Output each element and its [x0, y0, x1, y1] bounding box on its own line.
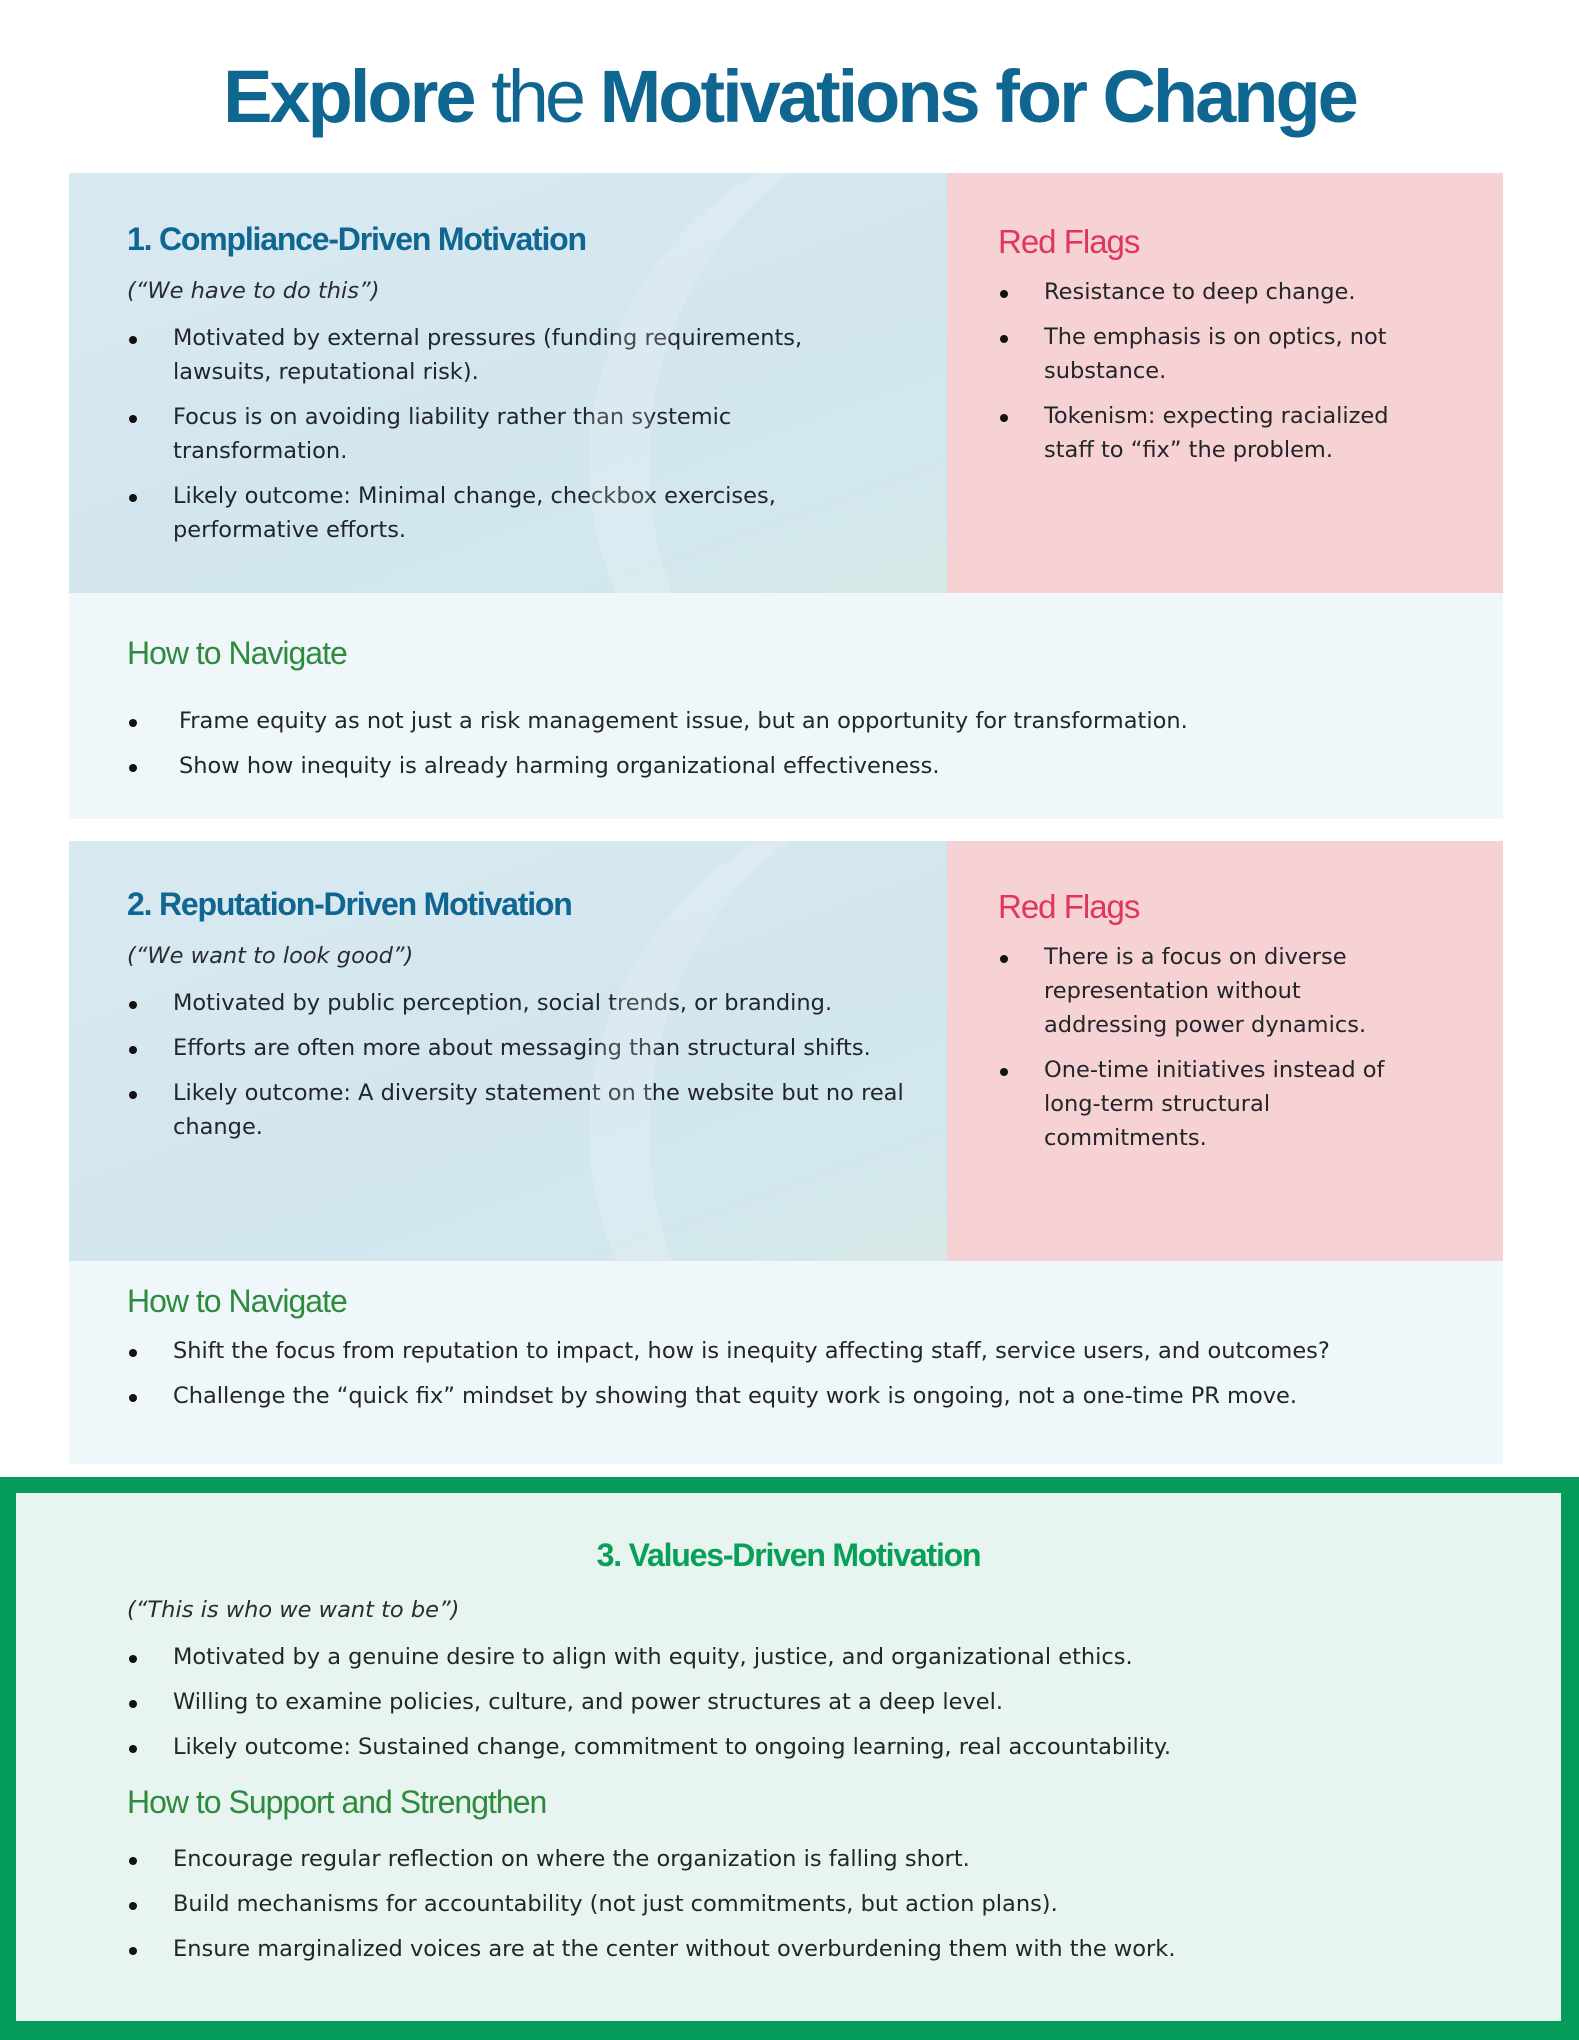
values-points-list: [127, 1640, 1507, 1775]
reputation-red-flags-panel: [947, 841, 1503, 1261]
list-item: Willing to examine policies, culture, and power structures at a deep level.: [127, 1685, 1507, 1719]
list-item: There is a focus on diverse representation without addressing power dynamics.: [998, 940, 1428, 1042]
list-item: Frame equity as not just a risk management issue, but an opportunity for transformation.: [127, 704, 1467, 738]
list-item: Shift the focus from reputation to impact, how is inequity affecting staff, service users, and outcomes?: [127, 1334, 1497, 1368]
compliance-navigate-list: [127, 704, 1467, 794]
navigate-heading: How to Navigate: [127, 635, 347, 671]
compliance-section: [69, 173, 1503, 819]
list-item: One-time initiatives instead of long-term structural commitments.: [998, 1053, 1428, 1155]
list-item: Likely outcome: Sustained change, commitment to ongoing learning, real accountability.: [127, 1730, 1507, 1764]
values-panel: [16, 1493, 1561, 2021]
list-item: Build mechanisms for accountability (not just commitments, but action plans).: [127, 1887, 1507, 1921]
reputation-motivation-panel: [69, 841, 947, 1261]
reputation-red-flags-list: [998, 940, 1428, 1166]
reputation-points-list: [127, 986, 907, 1155]
list-item: Motivated by external pressures (funding requirements, lawsuits, reputational risk).: [127, 321, 907, 389]
red-flags-heading: Red Flags: [998, 223, 1140, 260]
list-item: Likely outcome: A diversity statement on the website but no real change.: [127, 1076, 907, 1144]
list-item: Motivated by a genuine desire to align with equity, justice, and organizational ethics.: [127, 1640, 1507, 1674]
compliance-navigate-panel: [69, 593, 1503, 819]
list-item: Efforts are often more about messaging than structural shifts.: [127, 1031, 907, 1065]
title-part-explore: Explore: [223, 55, 474, 138]
reputation-navigate-list: [127, 1334, 1497, 1424]
values-heading: 3. Values-Driven Motivation: [596, 1537, 981, 1573]
list-item: Challenge the “quick fix” mindset by showing that equity work is ongoing, not a one-time PR move.: [127, 1379, 1497, 1413]
list-item: Ensure marginalized voices are at the center without overburdening them with the work.: [127, 1932, 1507, 1966]
support-list: [127, 1842, 1507, 1977]
list-item: Resistance to deep change.: [998, 275, 1438, 309]
values-subtitle: (“This is who we want to be”): [127, 1597, 460, 1623]
title-part-the: the: [491, 55, 583, 138]
compliance-subtitle: (“We have to do this”): [127, 278, 380, 304]
list-item: Encourage regular reflection on where the organization is falling short.: [127, 1842, 1507, 1876]
list-item: Motivated by public perception, social trends, or branding.: [127, 986, 907, 1020]
reputation-subtitle: (“We want to look good”): [127, 943, 414, 969]
list-item: Tokenism: expecting racialized staff to “fix” the problem.: [998, 399, 1438, 467]
values-section: [0, 1477, 1579, 2040]
navigate-heading: How to Navigate: [127, 1283, 347, 1319]
support-heading: How to Support and Strengthen: [127, 1784, 547, 1820]
title-part-motivations: Motivations for Change: [599, 55, 1356, 138]
compliance-points-list: [127, 321, 907, 558]
list-item: The emphasis is on optics, not substance.: [998, 320, 1438, 388]
red-flags-heading: Red Flags: [998, 888, 1140, 925]
compliance-heading: 1. Compliance-Driven Motivation: [127, 221, 586, 257]
reputation-heading: 2. Reputation-Driven Motivation: [127, 886, 572, 922]
list-item: Focus is on avoiding liability rather than systemic transformation.: [127, 400, 907, 468]
compliance-motivation-panel: [69, 173, 947, 593]
compliance-red-flags-panel: [947, 173, 1503, 593]
list-item: Show how inequity is already harming organizational effectiveness.: [127, 749, 1467, 783]
page-title: [0, 52, 1579, 142]
compliance-red-flags-list: [998, 275, 1438, 478]
reputation-navigate-panel: [69, 1261, 1503, 1464]
reputation-section: [69, 841, 1503, 1464]
list-item: Likely outcome: Minimal change, checkbox exercises, performative efforts.: [127, 479, 907, 547]
